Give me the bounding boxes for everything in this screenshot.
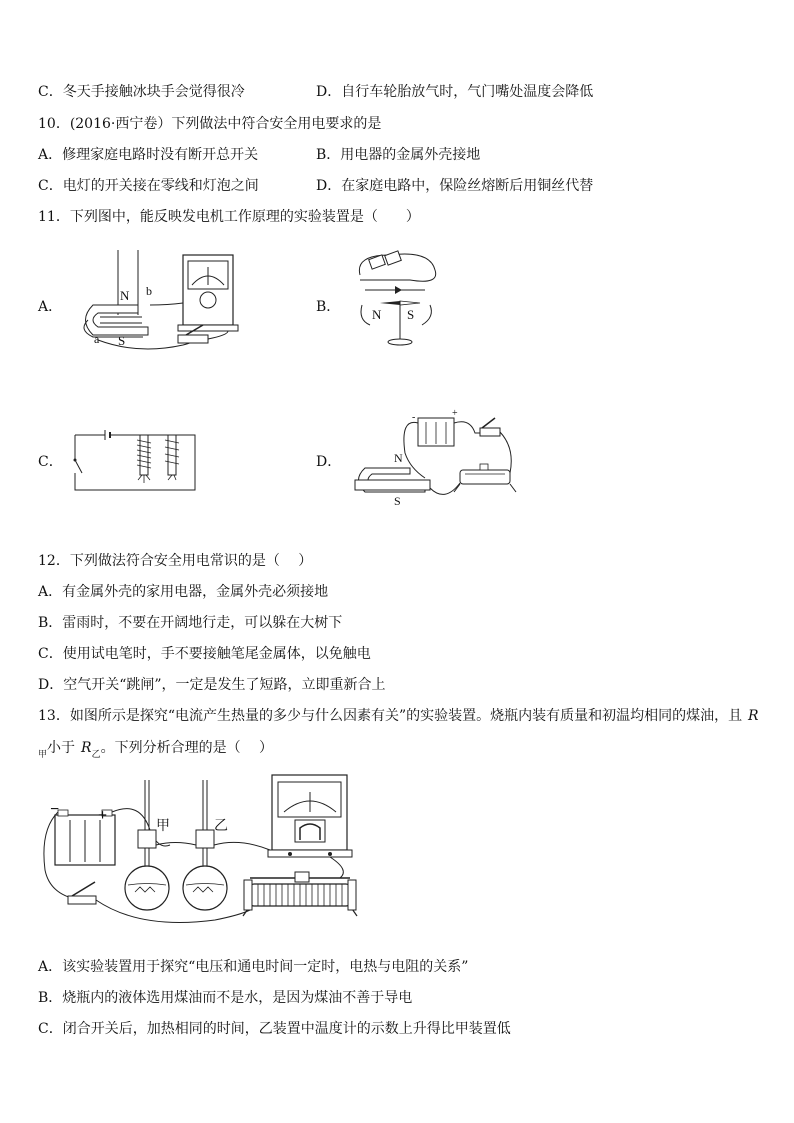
q12-option-a: A．有金属外壳的家用电器，金属外壳必须接地 [38,584,329,600]
q13-fig-minus: − [50,801,60,818]
q13-stem-mid: 小于 [47,740,76,756]
q11-fig-b-s-label: S [407,307,415,322]
q13-option-a: A．该实验装置用于探究“电压和通电时间一定时，电热与电阻的关系” [38,959,469,975]
q10-stem: 10．(2016·西宁卷）下列做法中符合安全用电要求的是 [38,116,382,132]
q12-option-b: B．雷雨时，不要在开阔地行走，可以躲在大树下 [38,615,343,631]
q11-fig-a-b-label: b [146,284,152,298]
q13-figure [40,770,380,945]
q11-figure-b [350,245,460,355]
q13-stem-line2 [38,738,273,760]
q11-label-b: B． [316,299,341,315]
q11-figure-d [350,408,520,513]
q11-fig-a-a-label: a [94,332,100,346]
q9-option-d: D．自行车轮胎放气时，气门嘴处温度会降低 [316,84,594,100]
q13-option-b: B．烧瓶内的液体选用煤油而不是水，是因为煤油不善于导电 [38,990,413,1006]
q9-option-c: C．冬天手接触冰块手会觉得很冷 [38,84,245,100]
q11-fig-d-plus: + [452,408,458,419]
q10-option-c: C．电灯的开关接在零线和灯泡之间 [38,178,259,194]
q11-stem: 11．下列图中，能反映发电机工作原理的实验装置是（ ） [38,209,420,225]
q11-label-c: C． [38,454,63,470]
q11-fig-a-n-label: N [120,288,130,303]
q11-fig-b-n-label: N [372,307,382,322]
q11-label-a: A． [38,299,63,315]
q11-figure-a [78,245,248,355]
q13-sub-jia: 甲 [38,750,48,760]
q10-option-b: B．用电器的金属外壳接地 [316,147,481,163]
q11-fig-d-minus: - [412,412,416,423]
q13-r-symbol-2: R [81,740,92,756]
q13-fig-plus: + [98,807,108,824]
q11-figure-c [70,425,200,495]
q11-fig-d-s-label: S [394,494,401,508]
q10-option-a: A．修理家庭电路时没有断开总开关 [38,147,259,163]
q13-stem-text: 13．如图所示是探究“电流产生热量的多少与什么因素有关”的实验装置。烧瓶内装有质量和初温均相同的煤油，且 [38,708,743,724]
q11-fig-d-n-label: N [394,451,403,465]
q13-fig-label-yi: 乙 [214,819,228,834]
q13-sub-yi: 乙 [91,750,101,760]
q13-stem-end: 。下列分析合理的是（ ） [100,740,274,756]
q13-fig-label-jia: 甲 [156,819,170,834]
q13-option-c: C．闭合开关后，加热相同的时间，乙装置中温度计的示数上升得比甲装置低 [38,1021,511,1037]
q12-option-c: C．使用试电笔时，手不要接触笔尾金属体，以免触电 [38,646,371,662]
q12-option-d: D．空气开关“跳闸”，一定是发生了短路，立即重新合上 [38,677,386,693]
q11-fig-a-s-label: S [118,333,126,348]
q13-stem-line1 [38,706,742,726]
q11-label-d: D． [316,454,342,470]
q13-r-symbol-1: R [748,708,759,724]
q12-stem: 12．下列做法符合安全用电常识的是（ ） [38,553,313,569]
q10-option-d: D．在家庭电路中，保险丝熔断后用铜丝代替 [316,178,594,194]
